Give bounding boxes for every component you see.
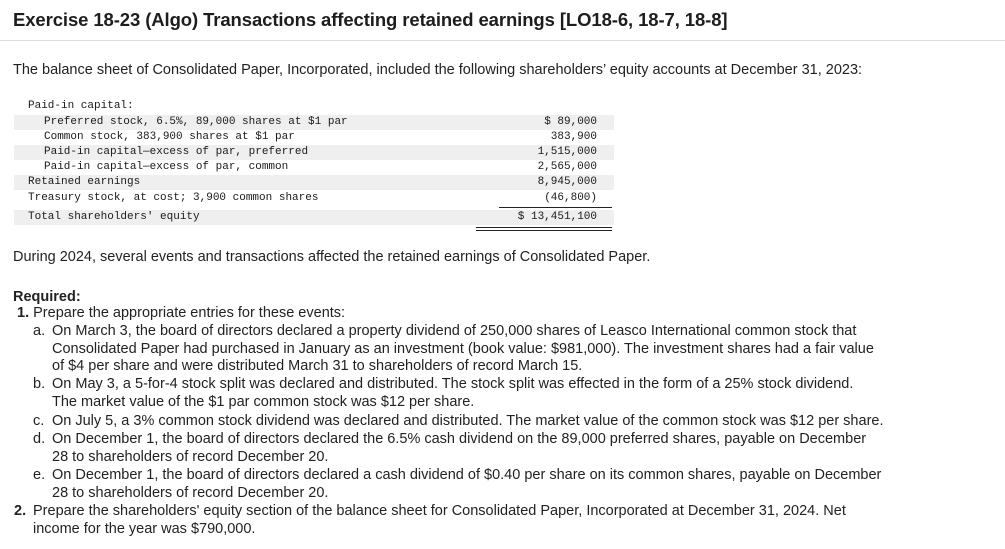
- list-item: [33, 323, 45, 341]
- bs-row-amount: 2,565,000: [537, 161, 597, 173]
- text-line: Consolidated Paper had purchased in January as an investment (book value: $981,000). The investment shares had a fair value: [52, 340, 874, 357]
- bs-row-label: Retained earnings: [28, 176, 141, 188]
- total-double-underline: [476, 227, 612, 228]
- text-line: income for the year was $790,000.: [33, 520, 256, 537]
- item-letter: e.: [33, 467, 46, 483]
- table-row: [14, 145, 614, 160]
- text-line: On December 1, the board of directors declared the 6.5% cash dividend on the 89,000 preferred shares, payable on December: [52, 431, 867, 447]
- required-item-2: [14, 503, 26, 521]
- text-line: The market value of the $1 par common stock was $12 per share.: [52, 393, 475, 410]
- item-number: 2.: [14, 503, 27, 519]
- table-row: [14, 130, 614, 145]
- list-item: [33, 467, 45, 485]
- text-line: On May 3, a 5-for-4 stock split was declared and distributed. The stock split was effected in the form of a 25% stock dividend.: [52, 376, 854, 392]
- title-divider: [0, 40, 1005, 41]
- bs-row-label: Total shareholders' equity: [28, 211, 200, 223]
- bs-row-label: Common stock, 383,900 shares at $1 par: [44, 131, 295, 143]
- list-item-text: [52, 431, 866, 466]
- during-text: During 2024, several events and transactions affected the retained earnings of Consolidated Paper.: [13, 249, 651, 265]
- table-row: [14, 175, 614, 190]
- bs-row-amount: $ 13,451,100: [517, 211, 597, 223]
- list-item-text: [52, 323, 874, 376]
- bs-row-amount: 1,515,000: [537, 146, 597, 158]
- required-heading: Required:: [13, 289, 81, 305]
- bs-row-label: Treasury stock, at cost; 3,900 common shares: [28, 192, 319, 204]
- table-row: [14, 160, 614, 175]
- required-item-1: [17, 305, 345, 323]
- bs-row-amount: 8,945,000: [537, 176, 597, 188]
- text-line: 28 to shareholders of record December 20.: [52, 448, 329, 465]
- list-item-text: [52, 376, 853, 411]
- intro-text: The balance sheet of Consolidated Paper, Incorporated, included the following shareholders’ equity accounts at December 31, 2023:: [13, 62, 863, 78]
- bs-row-amount: $ 89,000: [544, 116, 597, 128]
- bs-row-amount: (46,800): [544, 192, 597, 204]
- text-line: On March 3, the board of directors declared a property dividend of 250,000 shares of Leasco International common stock that: [52, 323, 857, 339]
- list-item-text: [52, 413, 883, 431]
- bs-row-label: Paid-in capital—excess of par, common: [44, 161, 289, 173]
- item-letter: d.: [33, 431, 46, 447]
- bs-row-label: Preferred stock, 6.5%, 89,000 shares at $1 par: [44, 116, 348, 128]
- bs-row-label: Paid-in capital—excess of par, preferred: [44, 146, 309, 158]
- item-letter: a.: [33, 323, 46, 339]
- subtotal-underline: [499, 207, 612, 208]
- exercise-title: Exercise 18-23 (Algo) Transactions affecting retained earnings [LO18-6, 18-7, 18-8]: [13, 9, 728, 30]
- text-line: Prepare the shareholders' equity section of the balance sheet for Consolidated Paper, Incorporated at December 31, 2024. Net: [33, 503, 846, 519]
- balance-sheet-table: [14, 99, 614, 234]
- list-item-text: [33, 503, 846, 538]
- list-item: [33, 413, 44, 431]
- text-line: On December 1, the board of directors declared a cash dividend of $0.40 per share on its common shares, payable on December: [52, 467, 882, 483]
- list-item: [33, 431, 45, 449]
- table-row: [14, 191, 614, 206]
- text-line: of $4 per share and were distributed March 31 to shareholders of record March 15.: [52, 358, 583, 374]
- item-letter: c.: [33, 413, 45, 429]
- list-item-text: [52, 467, 881, 502]
- table-row: [14, 115, 614, 130]
- bs-row-amount: 383,900: [550, 131, 597, 143]
- item-number: 1.: [17, 305, 30, 321]
- text-line: 28 to shareholders of record December 20.: [52, 484, 329, 501]
- bs-heading-row: [14, 99, 614, 114]
- text-line: On July 5, a 3% common stock dividend was declared and distributed. The market value of the common stock was $12 per share.: [52, 413, 884, 429]
- total-double-underline: [476, 230, 612, 231]
- list-item: [33, 376, 45, 394]
- item-letter: b.: [33, 376, 46, 392]
- item-text: Prepare the appropriate entries for these events:: [33, 305, 346, 321]
- table-row-total: [14, 210, 614, 225]
- bs-heading: Paid-in capital:: [28, 100, 134, 112]
